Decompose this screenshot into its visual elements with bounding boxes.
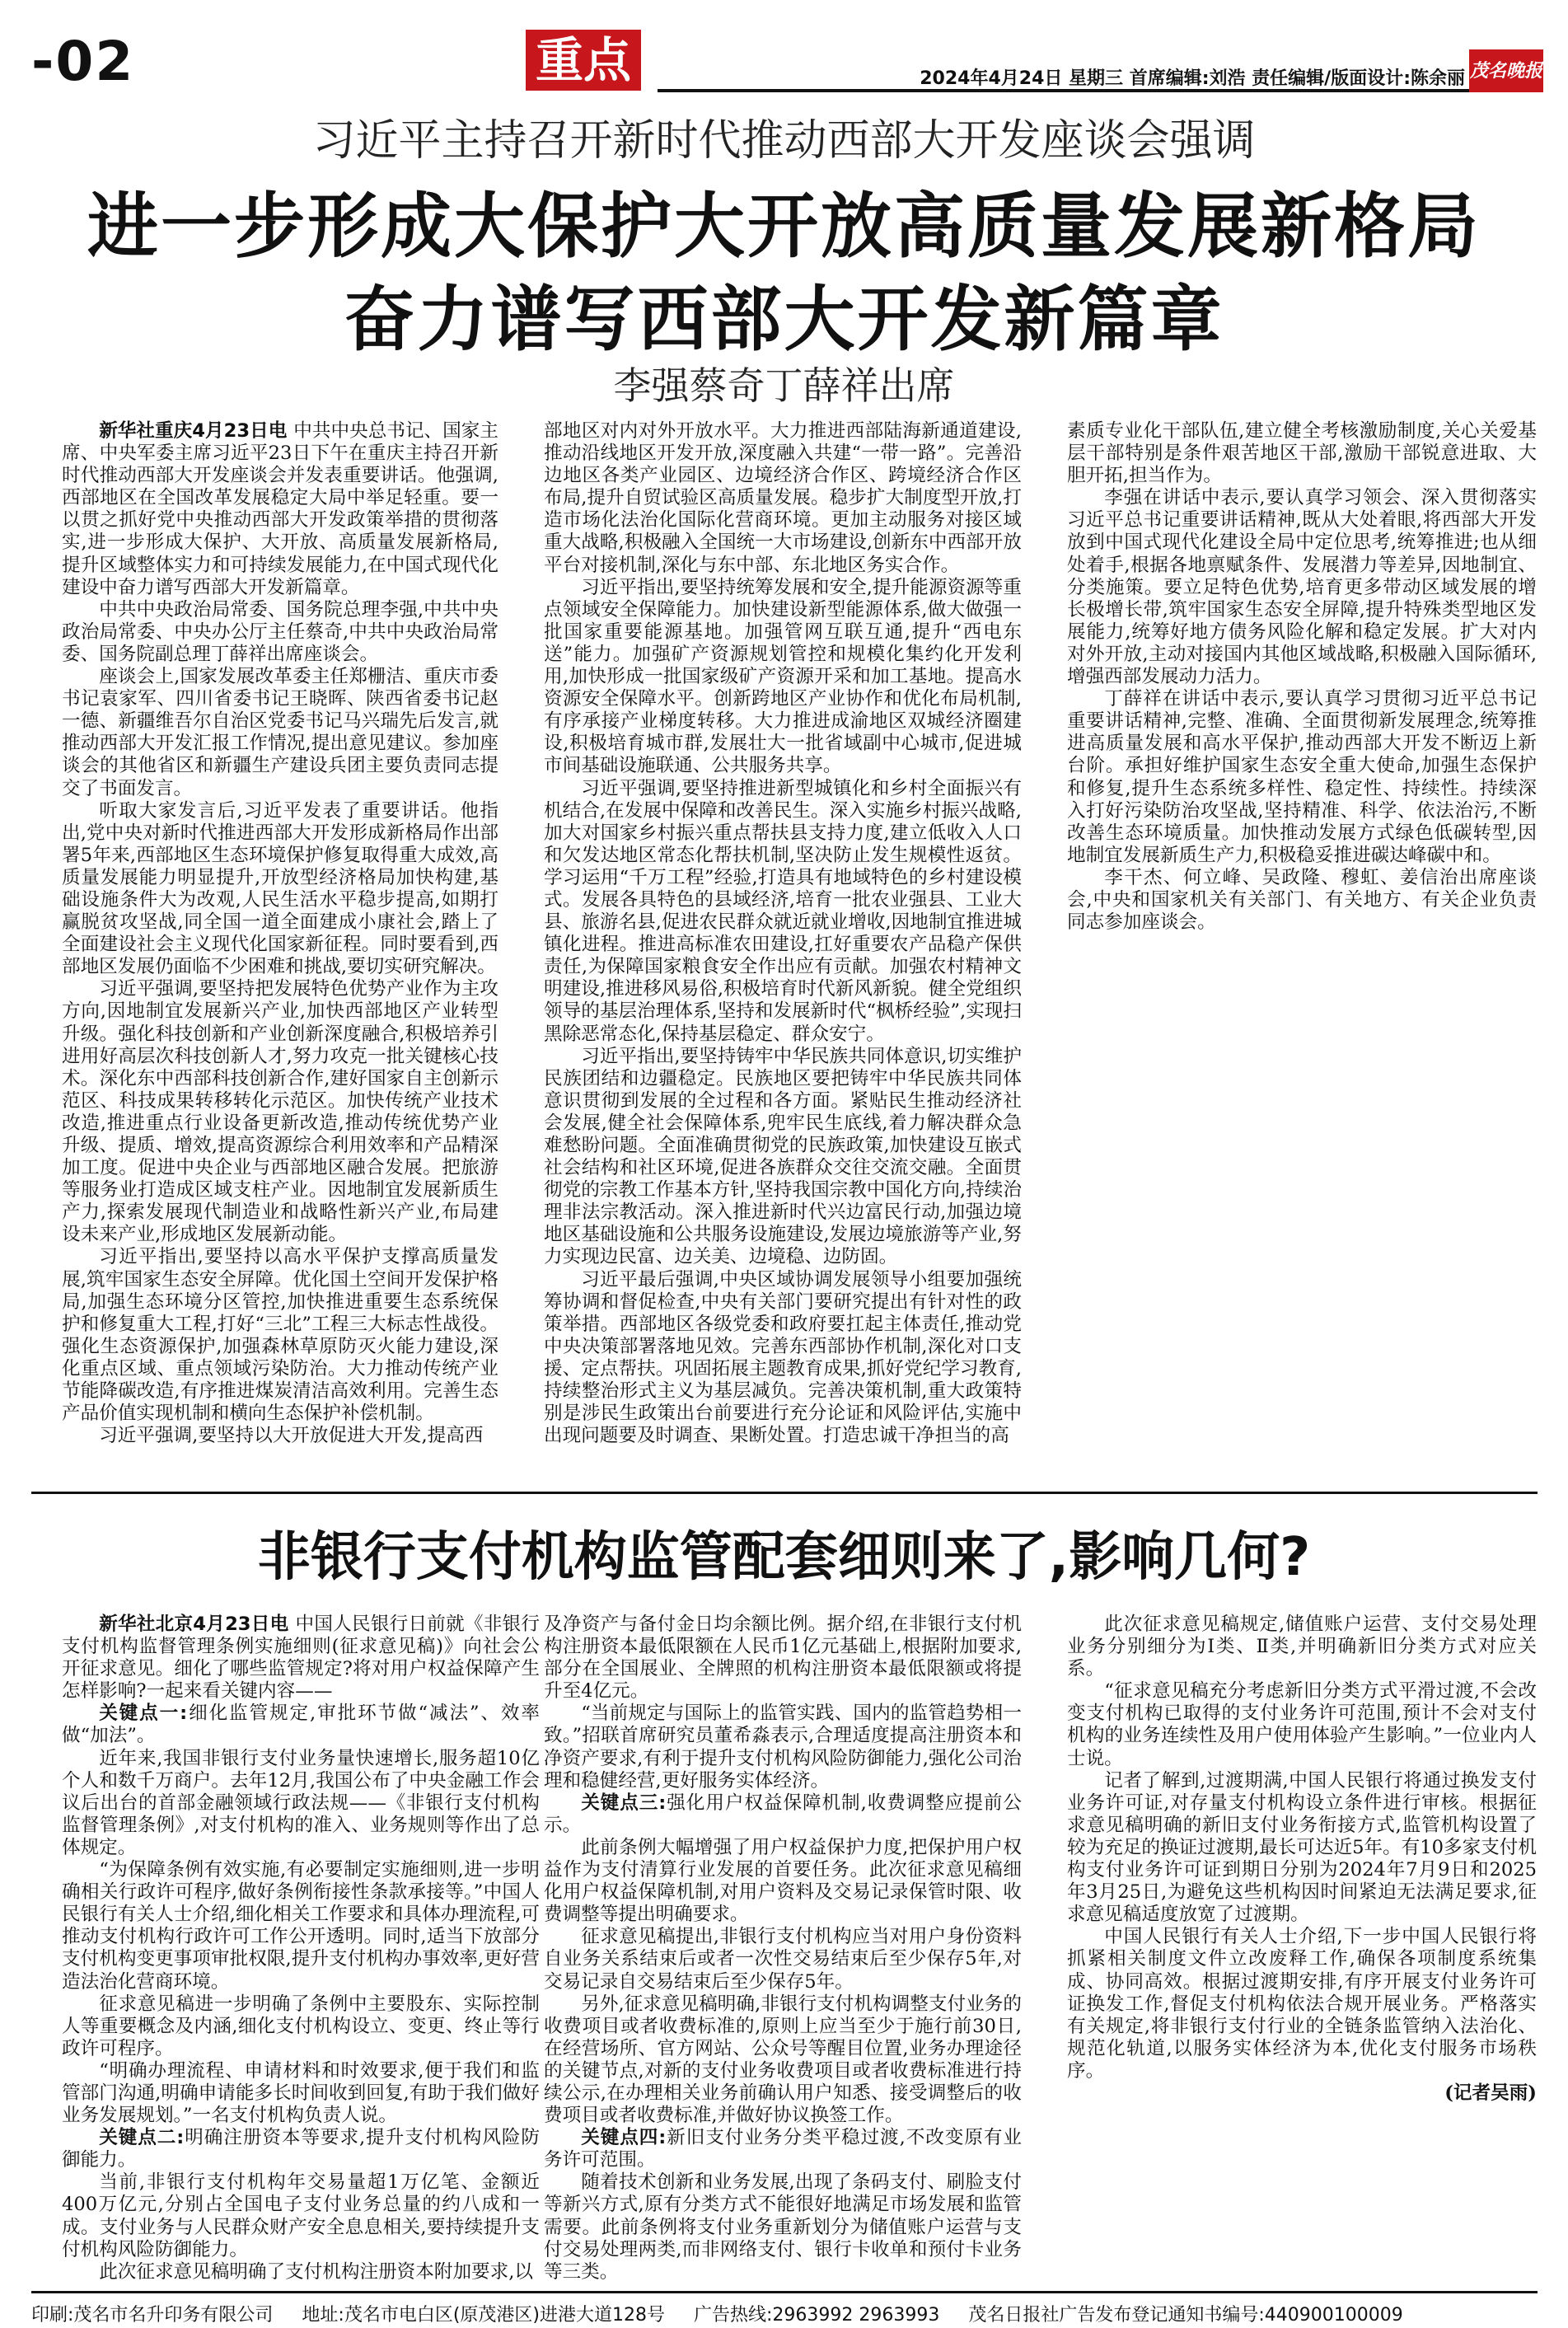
story1-paragraph	[544, 778, 1022, 1046]
story1-paragraph-text: 习近平强调,要坚持推进新型城镇化和乡村全面振兴有机结合,在发展中保障和改善民生。深入实施乡村振兴战略,加大对国家乡村振兴重点帮扶县支持力度,建立低收入人口和欠发达地区常态化帮扶机制,坚决防止发生规模性返贫。学习运用“千万工程”经验,打造具有地域特色的乡村建设模式。发展各具特色的县域经济,培育一批农业强县、工业大县、旅游名县,促进农民群众就近就业增收,因地制宜推进城镇化进程。推进高标准农田建设,扛好重要农产品稳产保供责任,为保障国家粮食安全作出应有贡献。加强农村精神文明建设,推进移风易俗,积极培育时代新风新貌。健全党组织领导的基层治理体系,坚持和发展新时代“枫桥经验”,实现扫黑除恶常态化,保持基层稳定、群众安宁。	[544, 777, 1022, 1045]
story1-paragraph	[544, 420, 1022, 577]
story1-paragraph-text: 习近平强调,要坚持把发展特色优势产业作为主攻方向,因地制宜发展新兴产业,加快西部地区产业转型升级。强化科技创新和产业创新深度融合,积极培养引进用好高层次科技创新人才,努力攻克一批关键核心技术。深化东中西部科技创新合作,建好国家自主创新示范区、科技成果转移转化示范区。加快传统产业技术改造,推进重点行业设备更新改造,推动传统优势产业升级、提质、增效,提高资源综合利用效率和产品精深加工度。促进中央企业与西部地区融合发展。把旅游等服务业打造成区域支柱产业。因地制宜发展新质生产力,探索发展现代制造业和战略性新兴产业,布局建设未来产业,形成地区发展新动能。	[62, 978, 498, 1246]
story2-paragraph	[1067, 1926, 1537, 2082]
story2-paragraph-text: 当前,非银行支付机构年交易量超1万亿笔、金额近400万亿元,分别占全国电子支付业务总量的约八成和一成。支付业务与人民群众财产安全息息相关,要持续提升支付机构风险防御能力。	[62, 2171, 540, 2260]
story2-paragraph	[544, 1703, 1022, 1792]
story2-paragraph	[544, 1993, 1022, 2128]
story1-headline-line1: 进一步形成大保护大开放高质量发展新格局	[87, 185, 1481, 268]
story2-paragraph	[544, 1926, 1022, 1993]
story2-paragraph-text: 细化监管规定,审批环节做“减法”、效率做“加法”。	[62, 1703, 540, 1747]
masthead	[31, 25, 1542, 99]
story1-paragraph-text: 素质专业化干部队伍,建立健全考核激励制度,关心关爱基层干部特别是条件艰苦地区干部,激励干部锐意进取、大胆开拓,担当作为。	[1067, 420, 1537, 487]
story1-paragraph	[1067, 420, 1537, 487]
story1-column-3	[1067, 420, 1537, 1452]
footer-ad-license: 茂名日报社广告发布登记通知书编号:440900100009	[968, 2305, 1403, 2326]
dateline: 新华社北京4月23日电	[99, 1614, 296, 1635]
story1-paragraph-text: 部地区对内对外开放水平。大力推进西部陆海新通道建设,推动沿线地区开发开放,深度融入共建“一带一路”。完善沿边地区各类产业园区、边境经济合作区、跨境经济合作区布局,提升自贸试验区高质量发展。稳步扩大制度型开放,打造市场化法治化国际化营商环境。更加主动服务对接区域重大战略,积极融入全国统一大市场建设,创新东中西部开放平台对接机制,深化与东中部、东北地区务实合作。	[544, 420, 1022, 576]
story2-paragraph-text: 此次征求意见稿规定,储值账户运营、支付交易处理业务分别细分为Ⅰ类、Ⅱ类,并明确新旧分类方式对应关系。	[1067, 1614, 1537, 1680]
story2-paragraph	[62, 1993, 540, 2060]
story2-column-1	[62, 1614, 540, 2285]
story2-paragraph-text: 征求意见稿进一步明确了条例中主要股东、实际控制人等重要概念及内涵,细化支付机构设立、变更、终止等行政许可程序。	[62, 1993, 540, 2059]
story1-paragraph	[62, 978, 498, 1246]
story-divider	[31, 1492, 1538, 1494]
story1-paragraph-text: 李干杰、何立峰、吴政隆、穆虹、姜信治出席座谈会,中央和国家机关有关部门、有关地方、有关企业负责同志参加座谈会。	[1067, 866, 1537, 934]
story2-paragraph-text: “征求意见稿充分考虑新旧分类方式平滑过渡,不会改变支付机构已取得的支付业务许可范围,预计不会对支付机构的业务连续性及用户使用体验产生影响。”一位业内人士说。	[1067, 1680, 1537, 1769]
story2-paragraph	[62, 2127, 540, 2171]
story2-paragraph	[62, 2060, 540, 2127]
story1-paragraph-text: 中共中央政治局常委、国务院总理李强,中共中央政治局常委、中央办公厅主任蔡奇,中共中央政治局常委、国务院副总理丁薛祥出席座谈会。	[62, 598, 498, 665]
story2-paragraph-text: “明确办理流程、申请材料和时效要求,便于我们和监管部门沟通,明确申请能多长时间收到回复,有助于我们做好业务发展规划。”一名支付机构负责人说。	[62, 2059, 540, 2127]
story1-paragraph	[62, 1246, 498, 1425]
footer-divider	[31, 2291, 1538, 2293]
story2-column-2	[544, 1614, 1022, 2285]
story1-paragraph	[544, 1046, 1022, 1269]
story2-paragraph-text: 随着技术创新和业务发展,出现了条码支付、刷脸支付等新兴方式,原有分类方式不能很好地满足市场发展和监管需要。此前条例将支付业务重新划分为储值账户运营与支付交易处理两类,而非网络支付、银行卡收单和预付卡业务等三类。	[544, 2171, 1022, 2283]
story1-paragraph	[1067, 867, 1537, 934]
footer-address: 地址:茂名市电白区(原茂港区)进港大道128号	[302, 2305, 665, 2326]
key-point-label: 关键点三:	[581, 1792, 667, 1814]
dateline: 新华社重庆4月23日电	[99, 420, 294, 442]
story1-paragraph-text: 习近平强调,要坚持以大开放促进大开发,提高西	[99, 1425, 484, 1447]
story2-paragraph	[62, 2171, 540, 2260]
footer-ad-hotline: 广告热线:2963992 2963993	[694, 2305, 940, 2326]
story1-paragraph	[544, 577, 1022, 778]
story2-paragraph-text: 征求意见稿提出,非银行支付机构应当对用户身份资料自业务关系结束后或者一次性交易结束后至少保存5年,对交易记录自交易结束后至少保存5年。	[544, 1926, 1022, 1993]
story1-paragraph-text: 习近平指出,要坚持铸牢中华民族共同体意识,切实维护民族团结和边疆稳定。民族地区要把铸牢中华民族共同体意识贯彻到发展的全过程和各方面。紧贴民生推动经济社会发展,健全社会保障体系,兜牢民生底线,着力解决群众急难愁盼问题。全面准确贯彻党的民族政策,加快建设互嵌式社会结构和社区环境,促进各族群众交往交流交融。全面贯彻党的宗教工作基本方针,坚持我国宗教中国化方向,持续治理非法宗教活动。深入推进新时代兴边富民行动,加强边境地区基础设施和公共服务设施建设,发展边境旅游等产业,努力实现边民富、边关美、边境稳、边防固。	[544, 1045, 1022, 1268]
story1-paragraph-text: 丁薛祥在讲话中表示,要认真学习贯彻习近平总书记重要讲话精神,完整、准确、全面贯彻新发展理念,统筹推进高质量发展和高水平保护,推动西部大开发不断迈上新台阶。承担好维护国家生态安全重大使命,加强生态保护和修复,提升生态系统多样性、稳定性、持续性。持续深入打好污染防治攻坚战,坚持精准、科学、依法治污,不断改善生态环境质量。加快推动发展方式绿色低碳转型,因地制宜发展新质生产力,积极稳妥推进碳达峰碳中和。	[1067, 688, 1537, 866]
story2-paragraph	[544, 2171, 1022, 2283]
story1-paragraph-text: 习近平指出,要坚持以高水平保护支撑高质量发展,筑牢国家生态安全屏障。优化国土空间开发保护格局,加强生态环境分区管控,加快推进重要生态系统保护和修复重大工程,打好“三北”工程三大标志性战役。强化生态资源保护,加强森林草原防灭火能力建设,深化重点区域、重点领域污染防治。大力推动传统产业节能降碳改造,有序推进煤炭清洁高效利用。完善生态产品价值实现机制和横向生态保护补偿机制。	[62, 1246, 498, 1425]
story2-paragraph	[62, 1703, 540, 1747]
story2-paragraph	[62, 2261, 540, 2284]
issue-meta: 2024年4月24日 星期三 首席编辑:刘浩 责任编辑/版面设计:陈余丽	[658, 64, 1481, 92]
story2-paragraph-text: 新旧支付业务分类平稳过渡,不改变原有业务许可范围。	[544, 2127, 1022, 2171]
story1-column-1	[62, 420, 498, 1452]
key-point-label: 关键点一:	[99, 1703, 188, 1725]
story1-paragraph	[62, 599, 498, 666]
story2-paragraph-text: 记者了解到,过渡期满,中国人民银行将通过换发支付业务许可证,对存量支付机构设立条件进行审核。根据征求意见稿明确的新旧支付业务衔接方式,监管机构设置了较为充足的换证过渡期,最长可达近5年。有10多家支付机构支付业务许可证到期日分别为2024年7月9日和2025年3月25日,为避免这些机构因时间紧迫无法满足要求,征求意见稿适度放宽了过渡期。	[1067, 1769, 1537, 1926]
story1-paragraph	[62, 420, 498, 599]
story1-paragraph-text: 习近平指出,要坚持统筹发展和安全,提升能源资源等重点领域安全保障能力。加快建设新型能源体系,做大做强一批国家重要能源基地。加强管网互联互通,提升“西电东送”能力。加强矿产资源规划管控和规模化集约化开发利用,加快形成一批国家级矿产资源开采和加工基地。提高水资源安全保障水平。创新跨地区产业协作和优化布局机制,有序承接产业梯度转移。大力推进成渝地区双城经济圈建设,积极培育城市群,发展壮大一批省域副中心城市,促进城市间基础设施联通、公共服务共享。	[544, 576, 1022, 777]
story2-paragraph	[62, 1859, 540, 1993]
story2-paragraph-text: 中国人民银行有关人士介绍,下一步中国人民银行将抓紧相关制度文件立改废释工作,确保各项制度系统集成、协同高效。根据过渡期安排,有序开展支付业务许可证换发工作,督促支付机构依法合规开展业务。严格落实有关规定,将非银行支付行业的全链条监管纳入法治化、规范化轨道,以服务实体经济为本,优化支付服务市场秩序。	[1067, 1926, 1537, 2082]
story2-paragraph-text: 此前条例大幅增强了用户权益保护力度,把保护用户权益作为支付清算行业发展的首要任务。此次征求意见稿细化用户权益保障机制,对用户资料及交易记录保管时限、收费调整等提出明确要求。	[544, 1836, 1022, 1926]
story2-paragraph-text: 明确注册资本等要求,提升支付机构风险防御能力。	[62, 2127, 540, 2171]
story1-paragraph	[1067, 688, 1537, 867]
story2-paragraph-text: “为保障条例有效实施,有必要制定实施细则,进一步明确相关行政许可程序,做好条例衔接性条款承接等。”中国人民银行有关人士介绍,细化相关工作要求和具体办理流程,可推动支付机构行政许可工作公开透明。同时,适当下放部分支付机构变更事项审批权限,提升支付机构办事效率,更好营造法治化营商环境。	[62, 1859, 540, 1993]
story1-paragraph-text: 习近平最后强调,中央区域协调发展领导小组要加强统筹协调和督促检查,中央有关部门要研究提出有针对性的政策举措。西部地区各级党委和政府要扛起主体责任,推动党中央决策部署落地见效。完善东西部协作机制,深化对口支援、定点帮扶。巩固拓展主题教育成果,抓好党纪学习教育,持续整治形式主义为基层减负。完善决策机制,重大政策特别是涉民生政策出台前要进行充分论证和风险评估,实施中出现问题要及时调查、果断处置。打造忠诚干净担当的高	[544, 1268, 1022, 1447]
story2-paragraph	[1067, 1680, 1537, 1769]
story1-paragraph	[62, 800, 498, 979]
story2-paragraph	[62, 1614, 540, 1703]
page-number: -02	[31, 30, 135, 93]
story2-paragraph	[62, 1748, 540, 1859]
story1-paragraph-text: 李强在讲话中表示,要认真学习领会、深入贯彻落实习近平总书记重要讲话精神,既从大处着眼,将西部大开发放到中国式现代化建设全局中定位思考,统筹推进;也从细处着手,根据各地禀赋条件、发展潜力等差异,因地制宜、分类施策。要立足特色优势,培育更多带动区域发展的增长极增长带,筑牢国家生态安全屏障,提升特殊类型地区发展能力,统筹好地方债务风险化解和稳定发展。扩大对内对外开放,主动对接国内其他区域战略,积极融入国际循环,增强西部发展动力活力。	[1067, 487, 1537, 688]
story2-paragraph-text: 此次征求意见稿明确了支付机构注册资本附加要求,以	[99, 2260, 534, 2283]
story1-paragraph	[1067, 487, 1537, 688]
key-point-label: 关键点二:	[99, 2127, 185, 2149]
story2-paragraph-text: 近年来,我国非银行支付业务量快速增长,服务超10亿个人和数千万商户。去年12月,我国公布了中央金融工作会议后出台的首部金融领域行政法规——《非银行支付机构监督管理条例》,对支付机构的准入、业务规则等作出了总体规定。	[62, 1747, 540, 1858]
story2-paragraph	[544, 1792, 1022, 1837]
story2-headline: 非银行支付机构监管配套细则来了,影响几何?	[257, 1527, 1311, 1588]
byline	[1067, 2082, 1537, 2105]
story1-column-2	[544, 420, 1022, 1452]
story2-paragraph	[544, 2127, 1022, 2171]
story2-paragraph-text: 强化用户权益保障机制,收费调整应提前公示。	[544, 1792, 1022, 1836]
footer-printer: 印刷:茂名市名升印务有限公司	[31, 2305, 274, 2326]
footer	[31, 2301, 1538, 2326]
story1-kicker: 习近平主持召开新时代推动西部大开发座谈会强调	[312, 116, 1256, 166]
story1-subhead: 李强蔡奇丁薛祥出席	[613, 363, 955, 408]
story2-column-3	[1067, 1614, 1537, 2285]
story1-headline-line2: 奋力谱写西部大开发新篇章	[344, 279, 1224, 361]
key-point-label: 关键点四:	[581, 2127, 667, 2149]
story1-paragraph-text: 座谈会上,国家发展改革委主任郑栅洁、重庆市委书记袁家军、四川省委书记王晓晖、陕西省委书记赵一德、新疆维吾尔自治区党委书记马兴瑞先后发言,就推动西部大开发汇报工作情况,提出意见建议。参加座谈会的其他省区和新疆生产建设兵团主要负责同志提交了书面发言。	[62, 666, 498, 799]
story1-paragraph	[62, 1425, 498, 1447]
paper-logo: 茂名晚报	[1469, 49, 1543, 92]
section-label: 重点	[526, 30, 641, 91]
story1-paragraph	[544, 1269, 1022, 1448]
story1-paragraph-text: 中共中央总书记、国家主席、中央军委主席习近平23日下午在重庆主持召开新时代推动西部大开发座谈会并发表重要讲话。他强调,西部地区在全国改革发展稳定大局中举足轻重。要一以贯之抓好党中央推动西部大开发政策举措的贯彻落实,进一步形成大保护、大开放、高质量发展新格局,提升区域整体实力和可持续发展能力,在中国式现代化建设中奋力谱写西部大开发新篇章。	[62, 420, 498, 598]
story2-paragraph-text: (记者吴雨)	[1444, 2082, 1537, 2104]
story1-paragraph-text: 听取大家发言后,习近平发表了重要讲话。他指出,党中央对新时代推进西部大开发形成新格局作出部署5年来,西部地区生态环境保护修复取得重大成效,高质量发展能力明显提升,开放型经济格局加快构建,基础设施条件大为改观,人民生活水平稳步提高,如期打赢脱贫攻坚战,同全国一道全面建成小康社会,踏上了全面建设社会主义现代化国家新征程。同时要看到,西部地区发展仍面临不少困难和挑战,要切实研究解决。	[62, 799, 498, 978]
story1-paragraph	[62, 666, 498, 800]
story2-paragraph	[544, 1614, 1022, 1703]
story2-paragraph-text: “当前规定与国际上的监管实践、国内的监管趋势相一致。”招联首席研究员董希淼表示,合理适度提高注册资本和净资产要求,有利于提升支付机构风险防御能力,强化公司治理和稳健经营,更好服务实体经济。	[544, 1703, 1022, 1792]
story2-paragraph	[544, 1837, 1022, 1926]
story2-paragraph-text: 另外,征求意见稿明确,非银行支付机构调整支付业务的收费项目或者收费标准的,原则上应当至少于施行前30日,在经营场所、官方网站、公众号等醒目位置,业务办理途径的关键节点,对新的支付业务收费项目或者收费标准进行持续公示,在办理相关业务前确认用户知悉、接受调整后的收费项目或者收费标准,并做好协议换签工作。	[544, 1993, 1022, 2127]
story2-paragraph	[1067, 1770, 1537, 1927]
story2-paragraph-text: 及净资产与备付金日均余额比例。据介绍,在非银行支付机构注册资本最低限额在人民币1亿元基础上,根据附加要求,部分在全国展业、全牌照的机构注册资本最低限额或将提升至4亿元。	[544, 1614, 1022, 1703]
story2-paragraph-text: 中国人民银行日前就《非银行支付机构监督管理条例实施细则(征求意见稿)》向社会公开征求意见。细化了哪些监管规定?将对用户权益保障产生怎样影响?一起来看关键内容——	[62, 1614, 540, 1703]
story2-paragraph	[1067, 1614, 1537, 1680]
